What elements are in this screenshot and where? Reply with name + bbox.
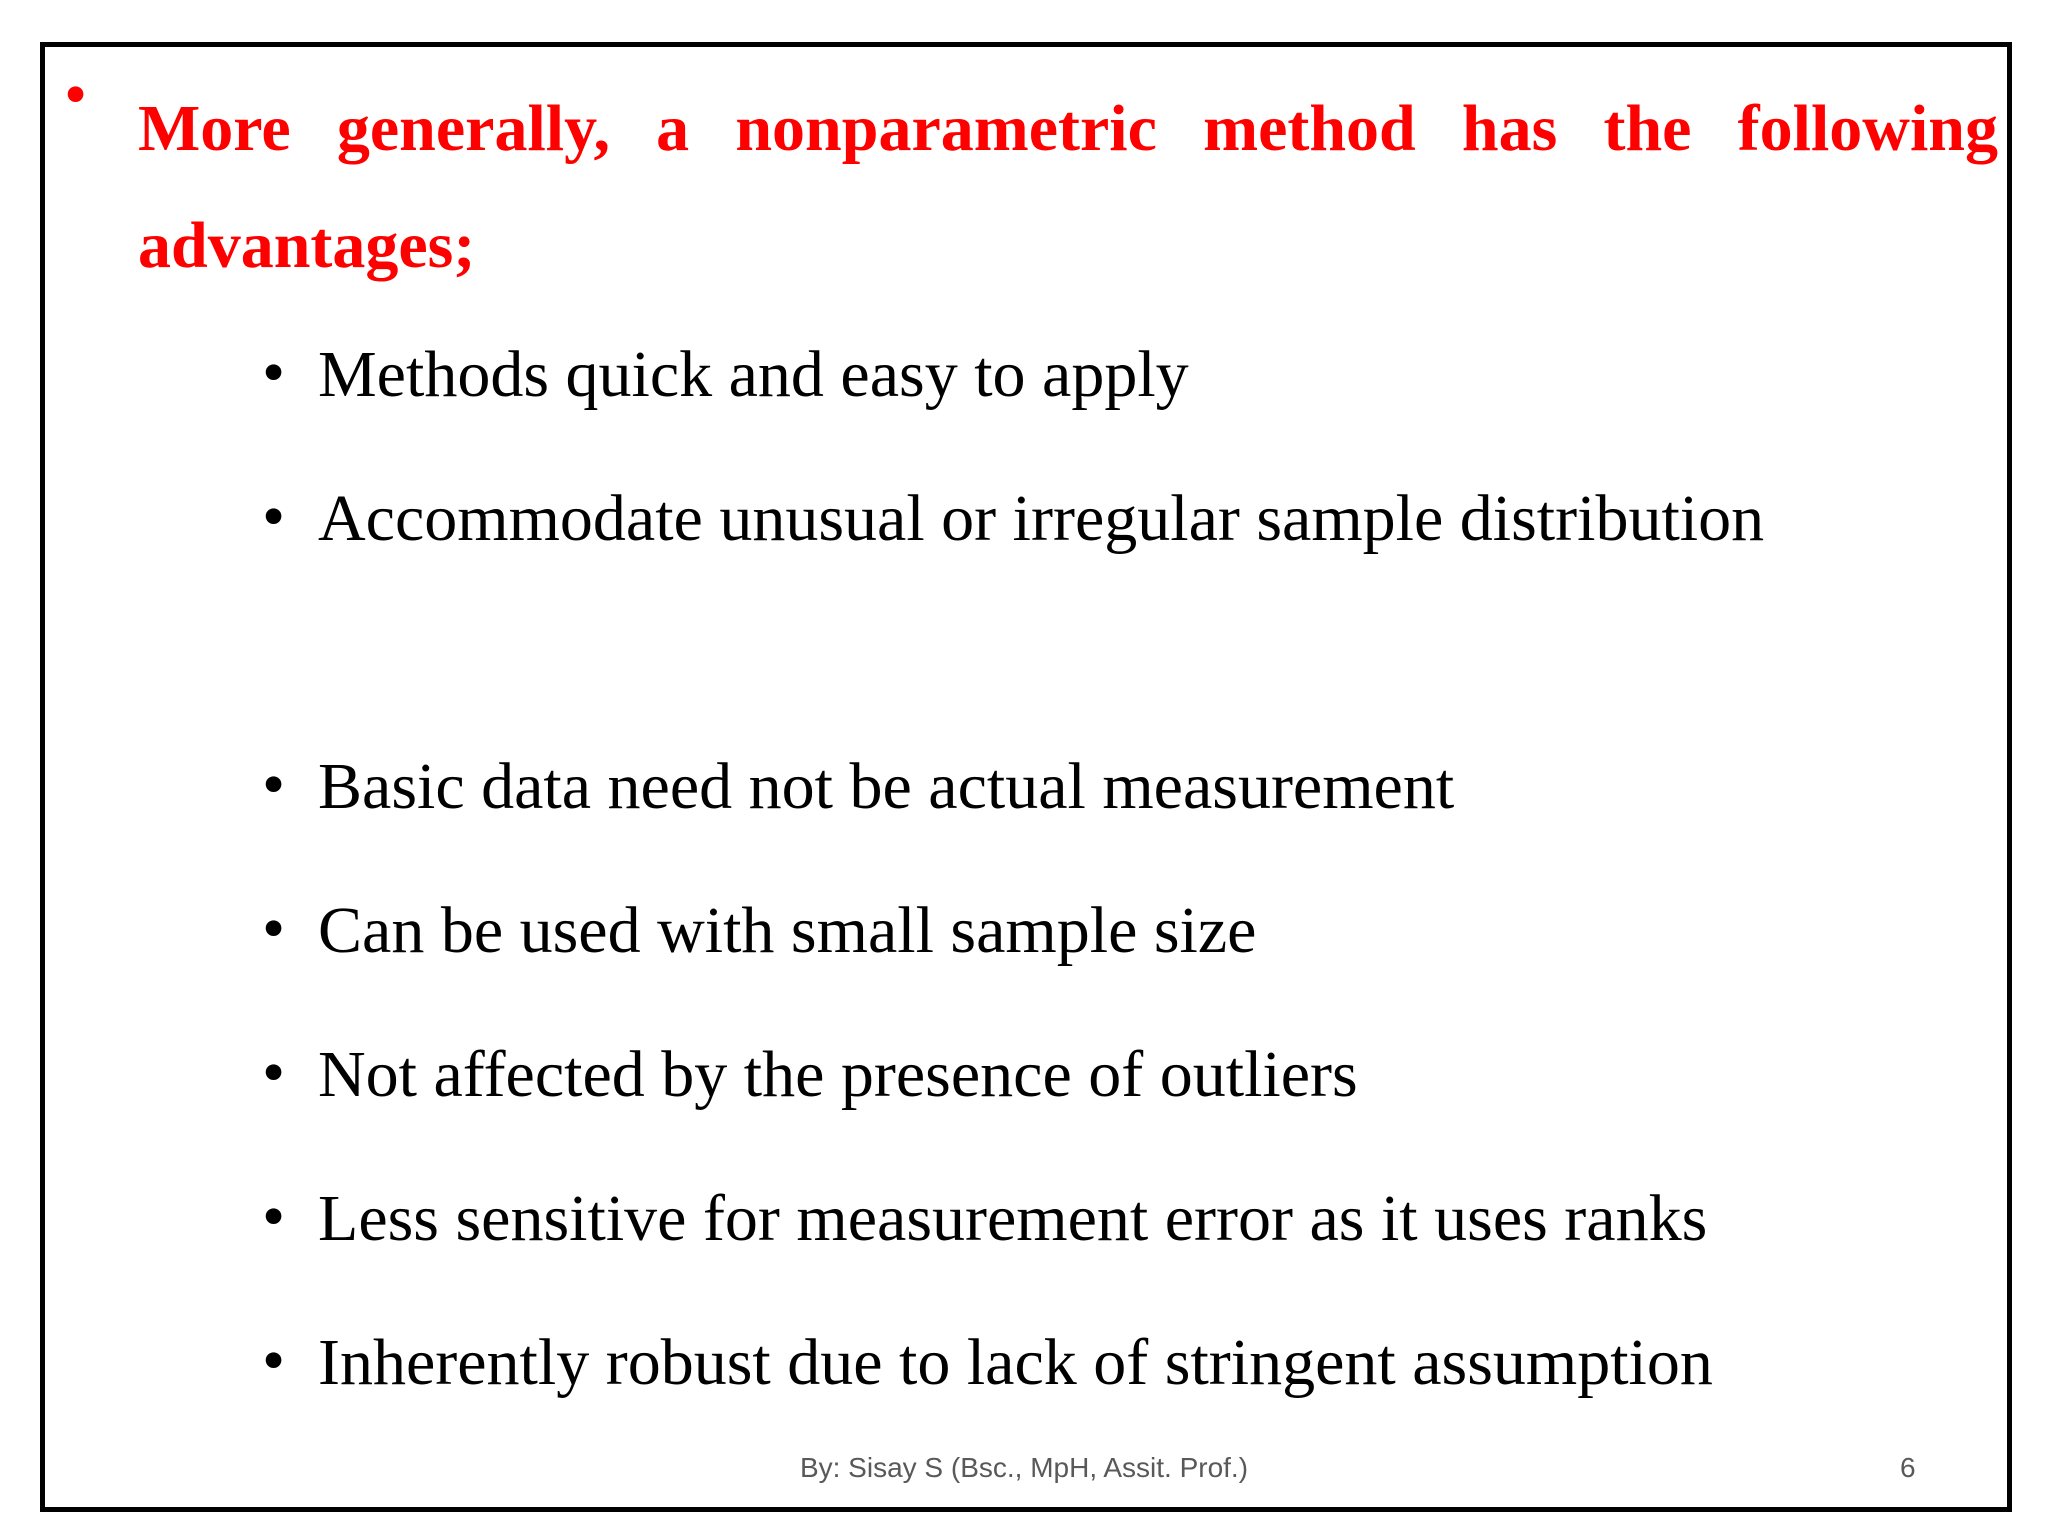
advantage-text: Methods quick and easy to apply: [318, 338, 1189, 411]
advantage-text: Inherently robust due to lack of stringent assumption: [318, 1326, 1713, 1399]
heading-bullet: •: [64, 58, 88, 131]
bullet-point-icon: •: [262, 1180, 286, 1253]
bullet-point-icon: •: [262, 748, 286, 821]
advantage-text: Less sensitive for measurement error as it uses ranks: [318, 1182, 1708, 1255]
advantage-text: Accommodate unusual or irregular sample distribution: [318, 482, 1765, 555]
bullet-point-icon: •: [262, 480, 286, 553]
bullet-point-icon: •: [262, 892, 286, 965]
bullet-point-icon: •: [262, 1324, 286, 1397]
advantage-text: Not affected by the presence of outliers: [318, 1038, 1358, 1111]
advantage-text: Basic data need not be actual measurement: [318, 750, 1455, 823]
slide-footer: By: Sisay S (Bsc., MpH, Assit. Prof.): [799, 1452, 1249, 1483]
slide-heading: More generally, a nonparametric method has the following advantages;: [138, 92, 1998, 282]
bullet-point-icon: •: [262, 1036, 286, 1109]
page-number: 6: [1900, 1452, 1916, 1483]
advantage-text: Can be used with small sample size: [318, 894, 1257, 967]
bullet-point-icon: •: [262, 336, 286, 409]
